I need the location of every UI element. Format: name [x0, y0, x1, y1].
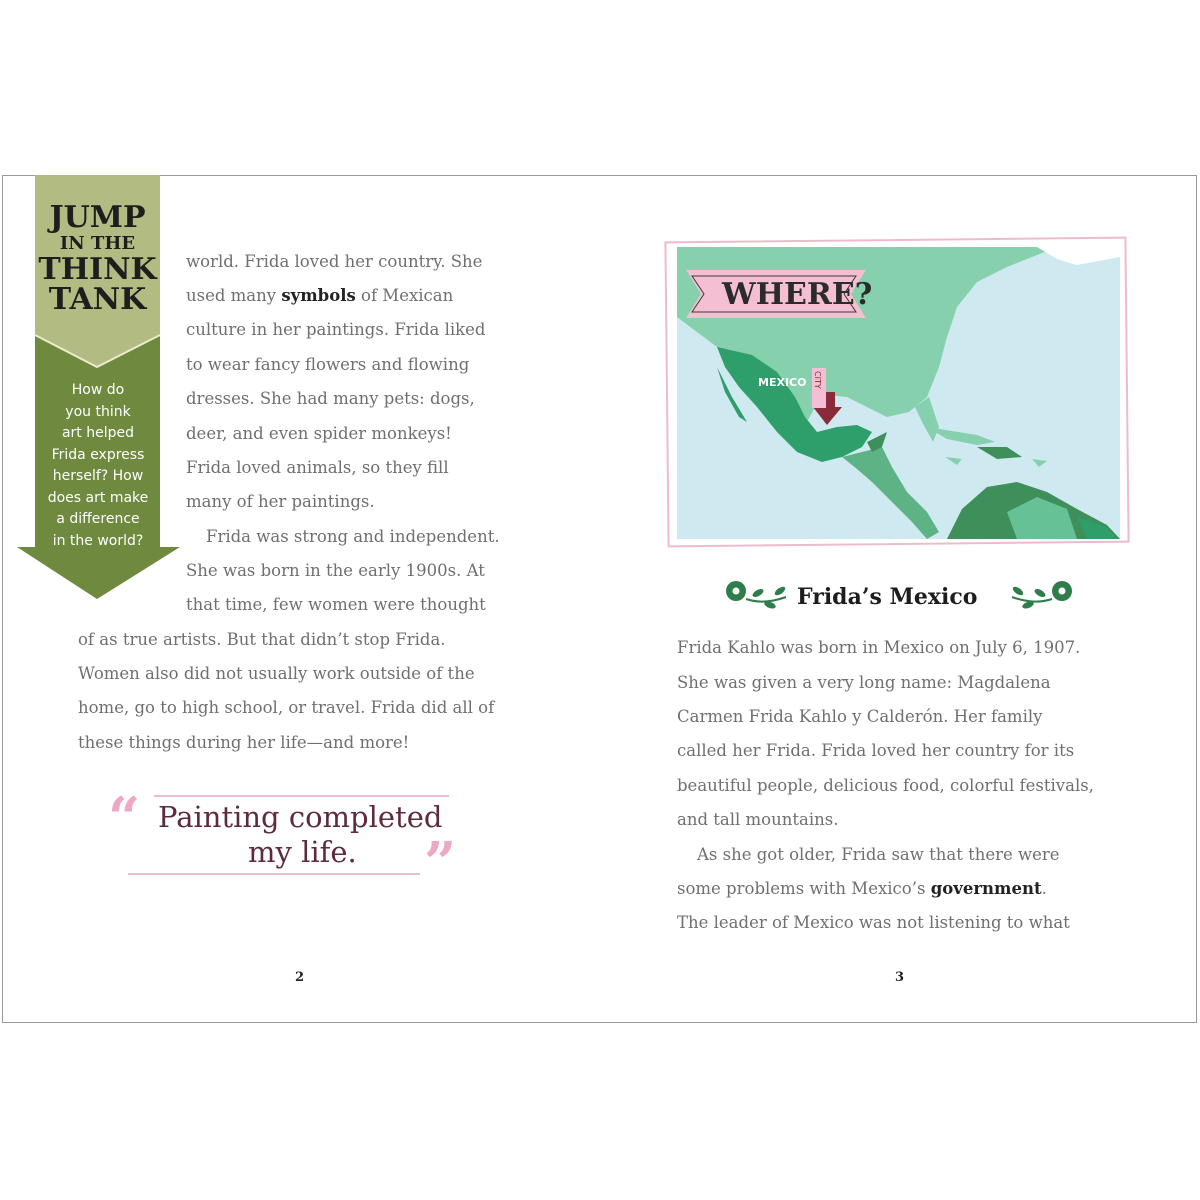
- quote-line-1: Painting completed: [158, 800, 443, 834]
- text-line: these things during her life—and more!: [78, 733, 410, 752]
- question-line: does art make: [47, 489, 149, 506]
- text-line: used many symbols of Mexican: [186, 286, 454, 305]
- question-line: in the world?: [52, 532, 144, 549]
- title-think: THINK: [38, 252, 157, 287]
- question-line: you think: [65, 403, 131, 420]
- text-line: dresses. She had many pets: dogs,: [186, 389, 475, 408]
- think-tank-question: [18, 380, 178, 552]
- open-quote-mark: “: [108, 785, 141, 851]
- title-tank: TANK: [48, 282, 147, 317]
- text-line: Carmen Frida Kahlo y Calderón. Her family: [677, 707, 1043, 726]
- think-tank-title: [35, 200, 160, 317]
- glossary-term: symbols: [281, 286, 356, 305]
- page-number-right: 3: [895, 970, 905, 985]
- text-line: many of her paintings.: [186, 492, 375, 511]
- quote-rule-top: [154, 795, 449, 797]
- map-city-label: CITY: [813, 371, 822, 389]
- text-line: Frida loved animals, so they fill: [186, 458, 449, 477]
- question-line: Frida express: [51, 446, 145, 463]
- text-line: called her Frida. Frida loved her country for its: [677, 741, 1075, 760]
- map-country-label: MEXICO: [758, 376, 807, 389]
- text-line: home, go to high school, or travel. Frida did all of: [78, 698, 495, 717]
- text-line: She was given a very long name: Magdalena: [677, 673, 1051, 692]
- page-number-left: 2: [295, 970, 305, 985]
- text-line: and tall mountains.: [677, 810, 839, 829]
- text-line: Frida Kahlo was born in Mexico on July 6, 1907.: [677, 638, 1081, 657]
- text-line: culture in her paintings. Frida liked: [186, 320, 486, 339]
- quote-rule-bottom: [128, 873, 420, 875]
- glossary-term: government: [930, 879, 1042, 898]
- question-line: art helped: [61, 425, 135, 441]
- map-city-label-box: [812, 368, 826, 408]
- question-line: herself? How: [52, 468, 144, 484]
- question-line: a difference: [56, 511, 140, 527]
- flower-left-icon: [724, 577, 790, 613]
- title-jump: JUMP: [49, 200, 146, 235]
- text-line: to wear fancy flowers and flowing: [186, 355, 470, 374]
- question-line: How do: [71, 382, 125, 398]
- flower-right-icon: [1008, 577, 1074, 613]
- text-line: Frida was strong and independent.: [206, 527, 500, 546]
- text-line: deer, and even spider monkeys!: [186, 424, 452, 443]
- text-line: beautiful people, delicious food, colorful festivals,: [677, 776, 1094, 795]
- where-label: WHERE?: [722, 277, 873, 312]
- text-line: Women also did not usually work outside of the: [78, 664, 475, 683]
- title-in-the: IN THE: [59, 233, 136, 254]
- text-line: As she got older, Frida saw that there were: [697, 845, 1060, 864]
- quote-line-2: my life.: [248, 835, 357, 869]
- text-line: of as true artists. But that didn’t stop Frida.: [78, 630, 446, 649]
- text-line: some problems with Mexico’s government.: [677, 879, 1047, 898]
- section-title: Frida’s Mexico: [797, 584, 978, 610]
- text-line: She was born in the early 1900s. At: [186, 561, 485, 580]
- text-line: world. Frida loved her country. She: [186, 252, 483, 271]
- text-line: that time, few women were thought: [186, 595, 486, 614]
- close-quote-mark: ”: [424, 830, 457, 896]
- text-line: The leader of Mexico was not listening to what: [677, 913, 1070, 932]
